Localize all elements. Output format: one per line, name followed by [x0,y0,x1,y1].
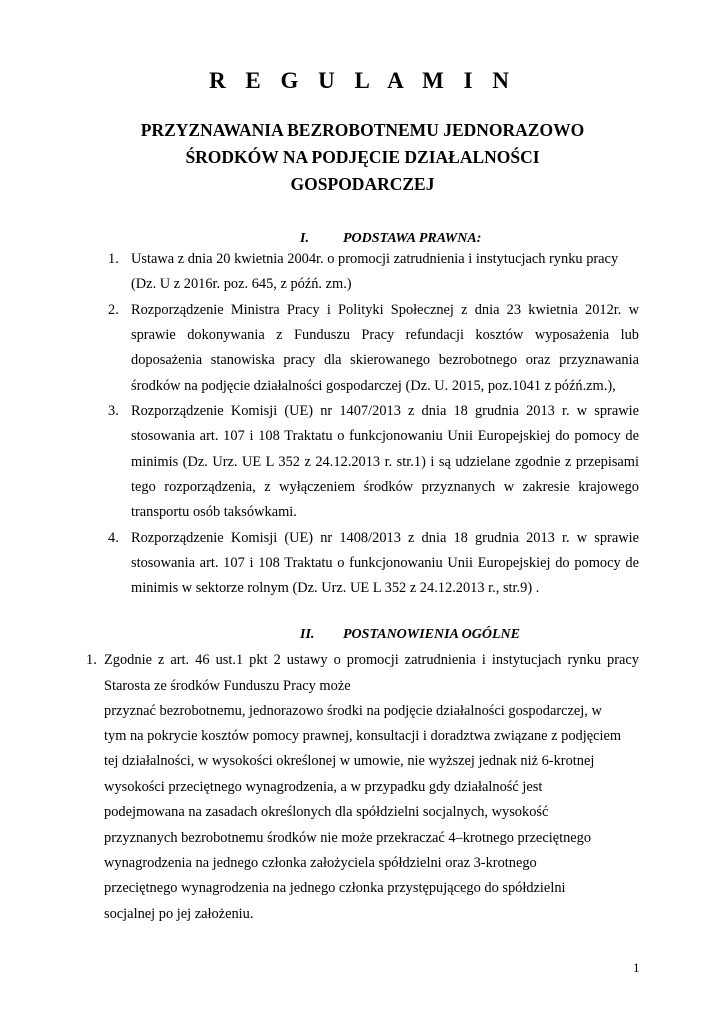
list-item-line: przeciętnego wynagrodzenia na jednego członka przystępującego do spółdzielni [104,880,566,896]
list-item-line: Starosta ze środków Funduszu Pracy może [104,678,351,694]
subtitle-line: ŚRODKÓW NA PODJĘCIE DZIAŁALNOŚCI [185,147,540,167]
list-item-line: Zgodnie z art. 46 ust.1 pkt 2 ustawy o promocji zatrudnienia i instytucjach rynku pracy [104,652,639,668]
list-item-line: środków na podjęcie działalności gospodarczej (Dz. U. 2015, poz.1041 z późń.zm.), [131,378,616,394]
list-item-line: Rozporządzenie Komisji (UE) nr 1408/2013 z dnia 18 grudnia 2013 r. w sprawie [131,530,639,546]
list-item-line: przyznać bezrobotnemu, jednorazowo środki na podjęcie działalności gospodarczej, w [104,703,602,719]
section-title: PODSTAWA PRAWNA: [343,231,482,246]
list-item-line: minimis (Dz. Urz. UE L 352 z 24.12.2013 r. str.1) i są udzielane zgodnie z przepisami [131,454,639,470]
list-item-line: tym na pokrycie kosztów pomocy prawnej, konsultacji i doradztwa związane z podjęciem [104,728,622,744]
subtitle-line: PRZYZNAWANIA BEZROBOTNEMU JEDNORAZOWO [140,120,585,140]
list-item-line: tej działalności, w wysokości określonej w umowie, nie wyższej jednak niż 6-krotnej [104,753,595,769]
section-number: II. [300,627,315,642]
list-item-line: wynagrodzenia na jednego członka założyciela spółdzielni oraz 3-krotnego [104,855,537,871]
list-item-line: stosowania art. 107 i 108 Traktatu o funkcjonowaniu Unii Europejskiej do pomocy de [131,555,639,571]
list-item-line: stosowania art. 107 i 108 Traktatu o funkcjonowaniu Unii Europejskiej do pomocy de [131,428,639,444]
list-item-line: podejmowana na zasadach określonych dla spółdzielni socjalnych, wysokość [104,804,549,820]
list-item-line: sprawie dokonywania z Funduszu Pracy refundacji kosztów wyposażenia lub [131,327,639,343]
document-subtitle [100,117,625,198]
section-number: I. [300,231,309,246]
page-number: 1 [633,960,640,975]
list-item-line: socjalnej po jej założeniu. [104,906,254,922]
list-item-line: minimis w sektorze rolnym (Dz. Urz. UE L 352 z 24.12.2013 r., str.9) . [131,580,540,596]
list-item-line: (Dz. U z 2016r. poz. 645, z późń. zm.) [131,276,352,292]
list-item-line: transportu osób taksówkami. [131,504,297,520]
subtitle-line: GOSPODARCZEJ [290,174,435,194]
list-item-line: wysokości przeciętnego wynagrodzenia, a w przypadku gdy działalność jest [104,779,543,795]
list-item-number: 4. [108,530,119,546]
document-title: R E G U L A M I N [209,68,516,93]
section-title: POSTANOWIENIA OGÓLNE [343,627,520,642]
list-item-line: doposażenia stanowiska pracy dla skierowanego bezrobotnego oraz przyznawania [131,352,639,368]
list-item-number: 2. [108,302,119,318]
list-item-line: Rozporządzenie Komisji (UE) nr 1407/2013 z dnia 18 grudnia 2013 r. w sprawie [131,403,639,419]
list-item-number: 3. [108,403,119,419]
list-item-line: przyznanych bezrobotnemu środków nie może przekraczać 4–krotnego przeciętnego [104,830,592,846]
list-item-number: 1. [86,652,97,668]
list-item-line: Ustawa z dnia 20 kwietnia 2004r. o promocji zatrudnienia i instytucjach rynku pracy [131,251,619,267]
list-item-number: 1. [108,251,119,267]
list-item-line: tego rozporządzenia, z wyłączeniem środków przyznanych w zakresie krajowego [131,479,639,495]
list-item-line: Rozporządzenie Ministra Pracy i Polityki Społecznej z dnia 23 kwietnia 2012r. w [131,302,639,318]
